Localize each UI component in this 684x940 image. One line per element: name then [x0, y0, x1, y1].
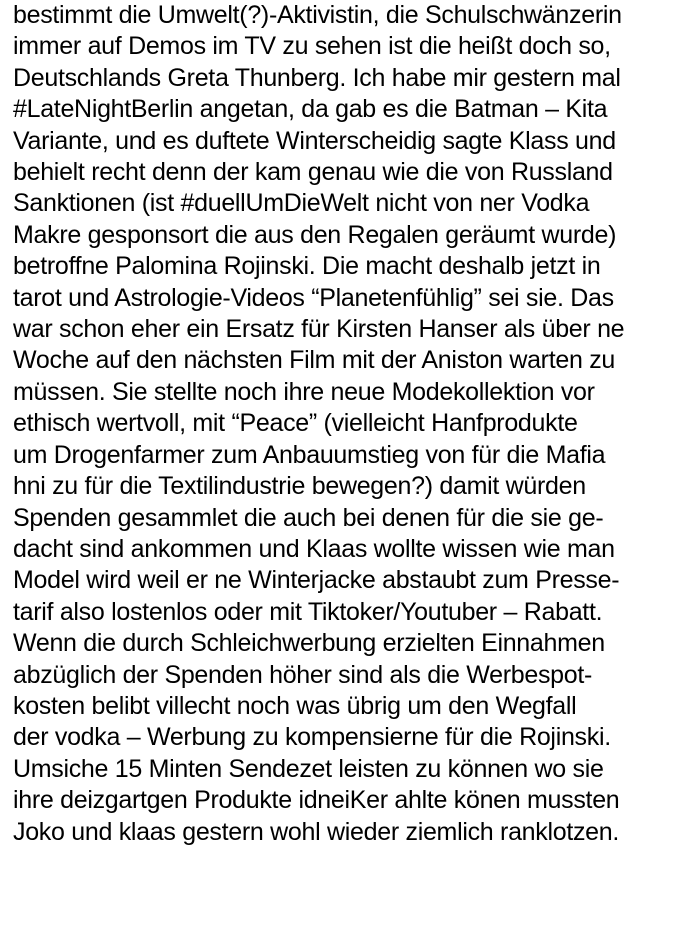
text-line: Umsiche 15 Minten Sendezet leisten zu können wo sie	[13, 754, 604, 783]
text-line: Spenden gesammlet die auch bei denen für die sie ge-	[13, 503, 604, 532]
text-line: Sanktionen (ist #duellUmDieWelt nicht von ner Vodka	[13, 189, 590, 218]
text-line: ihre deizgartgen Produkte idneiKer ahlte könen mussten	[13, 786, 620, 815]
text-line: Makre gesponsort die aus den Regalen geräumt wurde)	[13, 220, 617, 249]
text-line: behielt recht denn der kam genau wie die von Russland	[13, 158, 613, 187]
text-line: bestimmt die Umwelt(?)-Aktivistin, die Schulschwänzerin	[13, 1, 622, 29]
text-line: abzüglich der Spenden höher sind als die Werbespot-	[13, 660, 593, 689]
text-line: Woche auf den nächsten Film mit der Aniston warten zu	[13, 346, 616, 375]
text-line: tarif also lostenlos oder mit Tiktoker/Youtuber – Rabatt.	[13, 597, 603, 626]
text-line: Joko und klaas gestern wohl wieder ziemlich ranklotzen.	[13, 817, 620, 846]
text-line: dacht sind ankommen und Klaas wollte wissen wie man	[13, 534, 615, 563]
text-line: #LateNightBerlin angetan, da gab es die Batman – Kita	[13, 95, 608, 124]
text-line: hni zu für die Textilindustrie bewegen?) damit würden	[13, 472, 586, 501]
text-line: Deutschlands Greta Thunberg. Ich habe mir gestern mal	[13, 63, 621, 92]
text-line: immer auf Demos im TV zu sehen ist die heißt doch so,	[13, 32, 611, 61]
text-line: müssen. Sie stellte noch ihre neue Modekollektion vor	[13, 377, 595, 406]
text-line: der vodka – Werbung zu kompensierne für die Rojinski.	[13, 723, 611, 752]
text-line: um Drogenfarmer zum Anbauumstieg von für die Mafia	[13, 440, 606, 469]
body-text	[13, 0, 679, 848]
text-line: Variante, und es duftete Winterscheidig sagte Klass und	[13, 126, 616, 155]
text-line: war schon eher ein Ersatz für Kirsten Hanser als über ne	[13, 315, 625, 344]
text-line: ethisch wertvoll, mit “Peace” (vielleicht Hanfprodukte	[13, 409, 578, 438]
text-line: kosten belibt villecht noch was übrig um den Wegfall	[13, 691, 577, 720]
text-line: Model wird weil er ne Winterjacke abstaubt zum Presse-	[13, 566, 620, 595]
text-line: Wenn die durch Schleichwerbung erzielten Einnahmen	[13, 629, 605, 658]
text-line: tarot und Astrologie-Videos “Planetenfühlig” sei sie. Das	[13, 283, 614, 312]
text-line: betroffne Palomina Rojinski. Die macht deshalb jetzt in	[13, 252, 601, 281]
